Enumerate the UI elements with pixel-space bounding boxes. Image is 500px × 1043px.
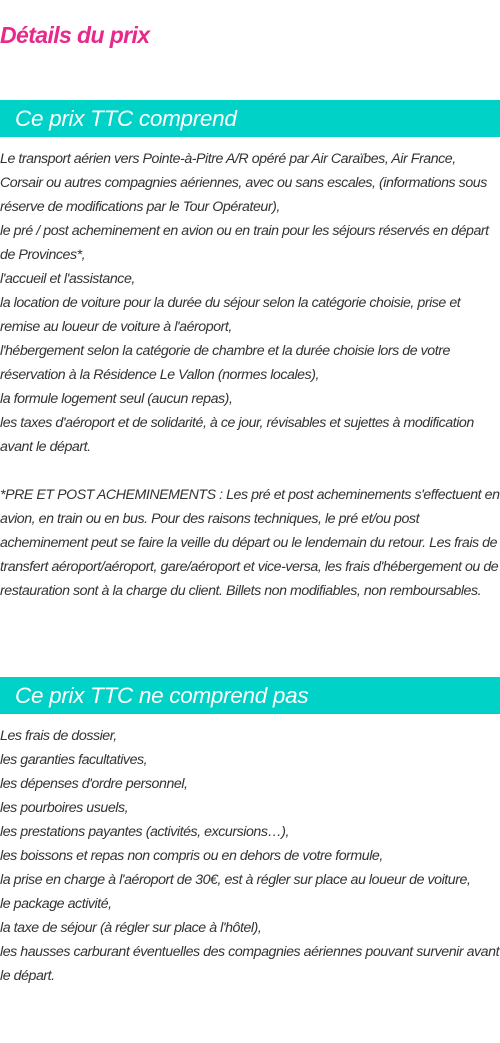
excludes-list xyxy=(0,724,500,988)
includes-item: l'accueil et l'assistance, xyxy=(0,271,135,287)
includes-item: Le transport aérien vers Pointe-à-Pitre A/R opéré par Air Caraïbes, Air France, Corsair ou autres compagnies aériennes, avec ou sans escales, (informations sous réserve de modifications par le Tour Opérateur), xyxy=(0,151,487,215)
excludes-item: le package activité, xyxy=(0,896,112,912)
includes-heading: Ce prix TTC comprend xyxy=(0,100,500,137)
excludes-item: la taxe de séjour (à régler sur place à l'hôtel), xyxy=(0,920,262,936)
excludes-item: les boissons et repas non compris ou en dehors de votre formule, xyxy=(0,848,383,864)
includes-item: le pré / post acheminement en avion ou en train pour les séjours réservés en départ de Provinces*, xyxy=(0,223,489,263)
excludes-item: les pourboires usuels, xyxy=(0,800,129,816)
pre-post-routing-note: *PRE ET POST ACHEMINEMENTS : Les pré et post acheminements s'effectuent en avion, en train ou en bus. Pour des raisons techniques, le pré et/ou post acheminement peut se faire la veille du départ ou le lendemain du retour. Les frais de transfert aéroport/aéroport, gare/aéroport et vice-versa, les frais d'hébergement ou de restauration sont à la charge du client. Billets non modifiables, non remboursables. xyxy=(0,487,500,599)
excludes-item: Les frais de dossier, xyxy=(0,728,117,744)
excludes-heading: Ce prix TTC ne comprend pas xyxy=(0,677,500,714)
includes-list xyxy=(0,147,500,459)
includes-item: la location de voiture pour la durée du séjour selon la catégorie choisie, prise et remise au loueur de voiture à l'aéroport, xyxy=(0,295,461,335)
excludes-item: les hausses carburant éventuelles des compagnies aériennes pouvant survenir avant le départ. xyxy=(0,944,500,984)
page-title: Détails du prix xyxy=(0,22,150,48)
includes-item: les taxes d'aéroport et de solidarité, à ce jour, révisables et sujettes à modification avant le départ. xyxy=(0,415,474,455)
excludes-item: les dépenses d'ordre personnel, xyxy=(0,776,188,792)
excludes-item: la prise en charge à l'aéroport de 30€, est à régler sur place au loueur de voiture, xyxy=(0,872,471,888)
excludes-item: les prestations payantes (activités, excursions…), xyxy=(0,824,289,840)
includes-item: la formule logement seul (aucun repas), xyxy=(0,391,233,407)
excludes-item: les garanties facultatives, xyxy=(0,752,148,768)
includes-item: l'hébergement selon la catégorie de chambre et la durée choisie lors de votre réservation à la Résidence Le Vallon (normes locales), xyxy=(0,343,450,383)
